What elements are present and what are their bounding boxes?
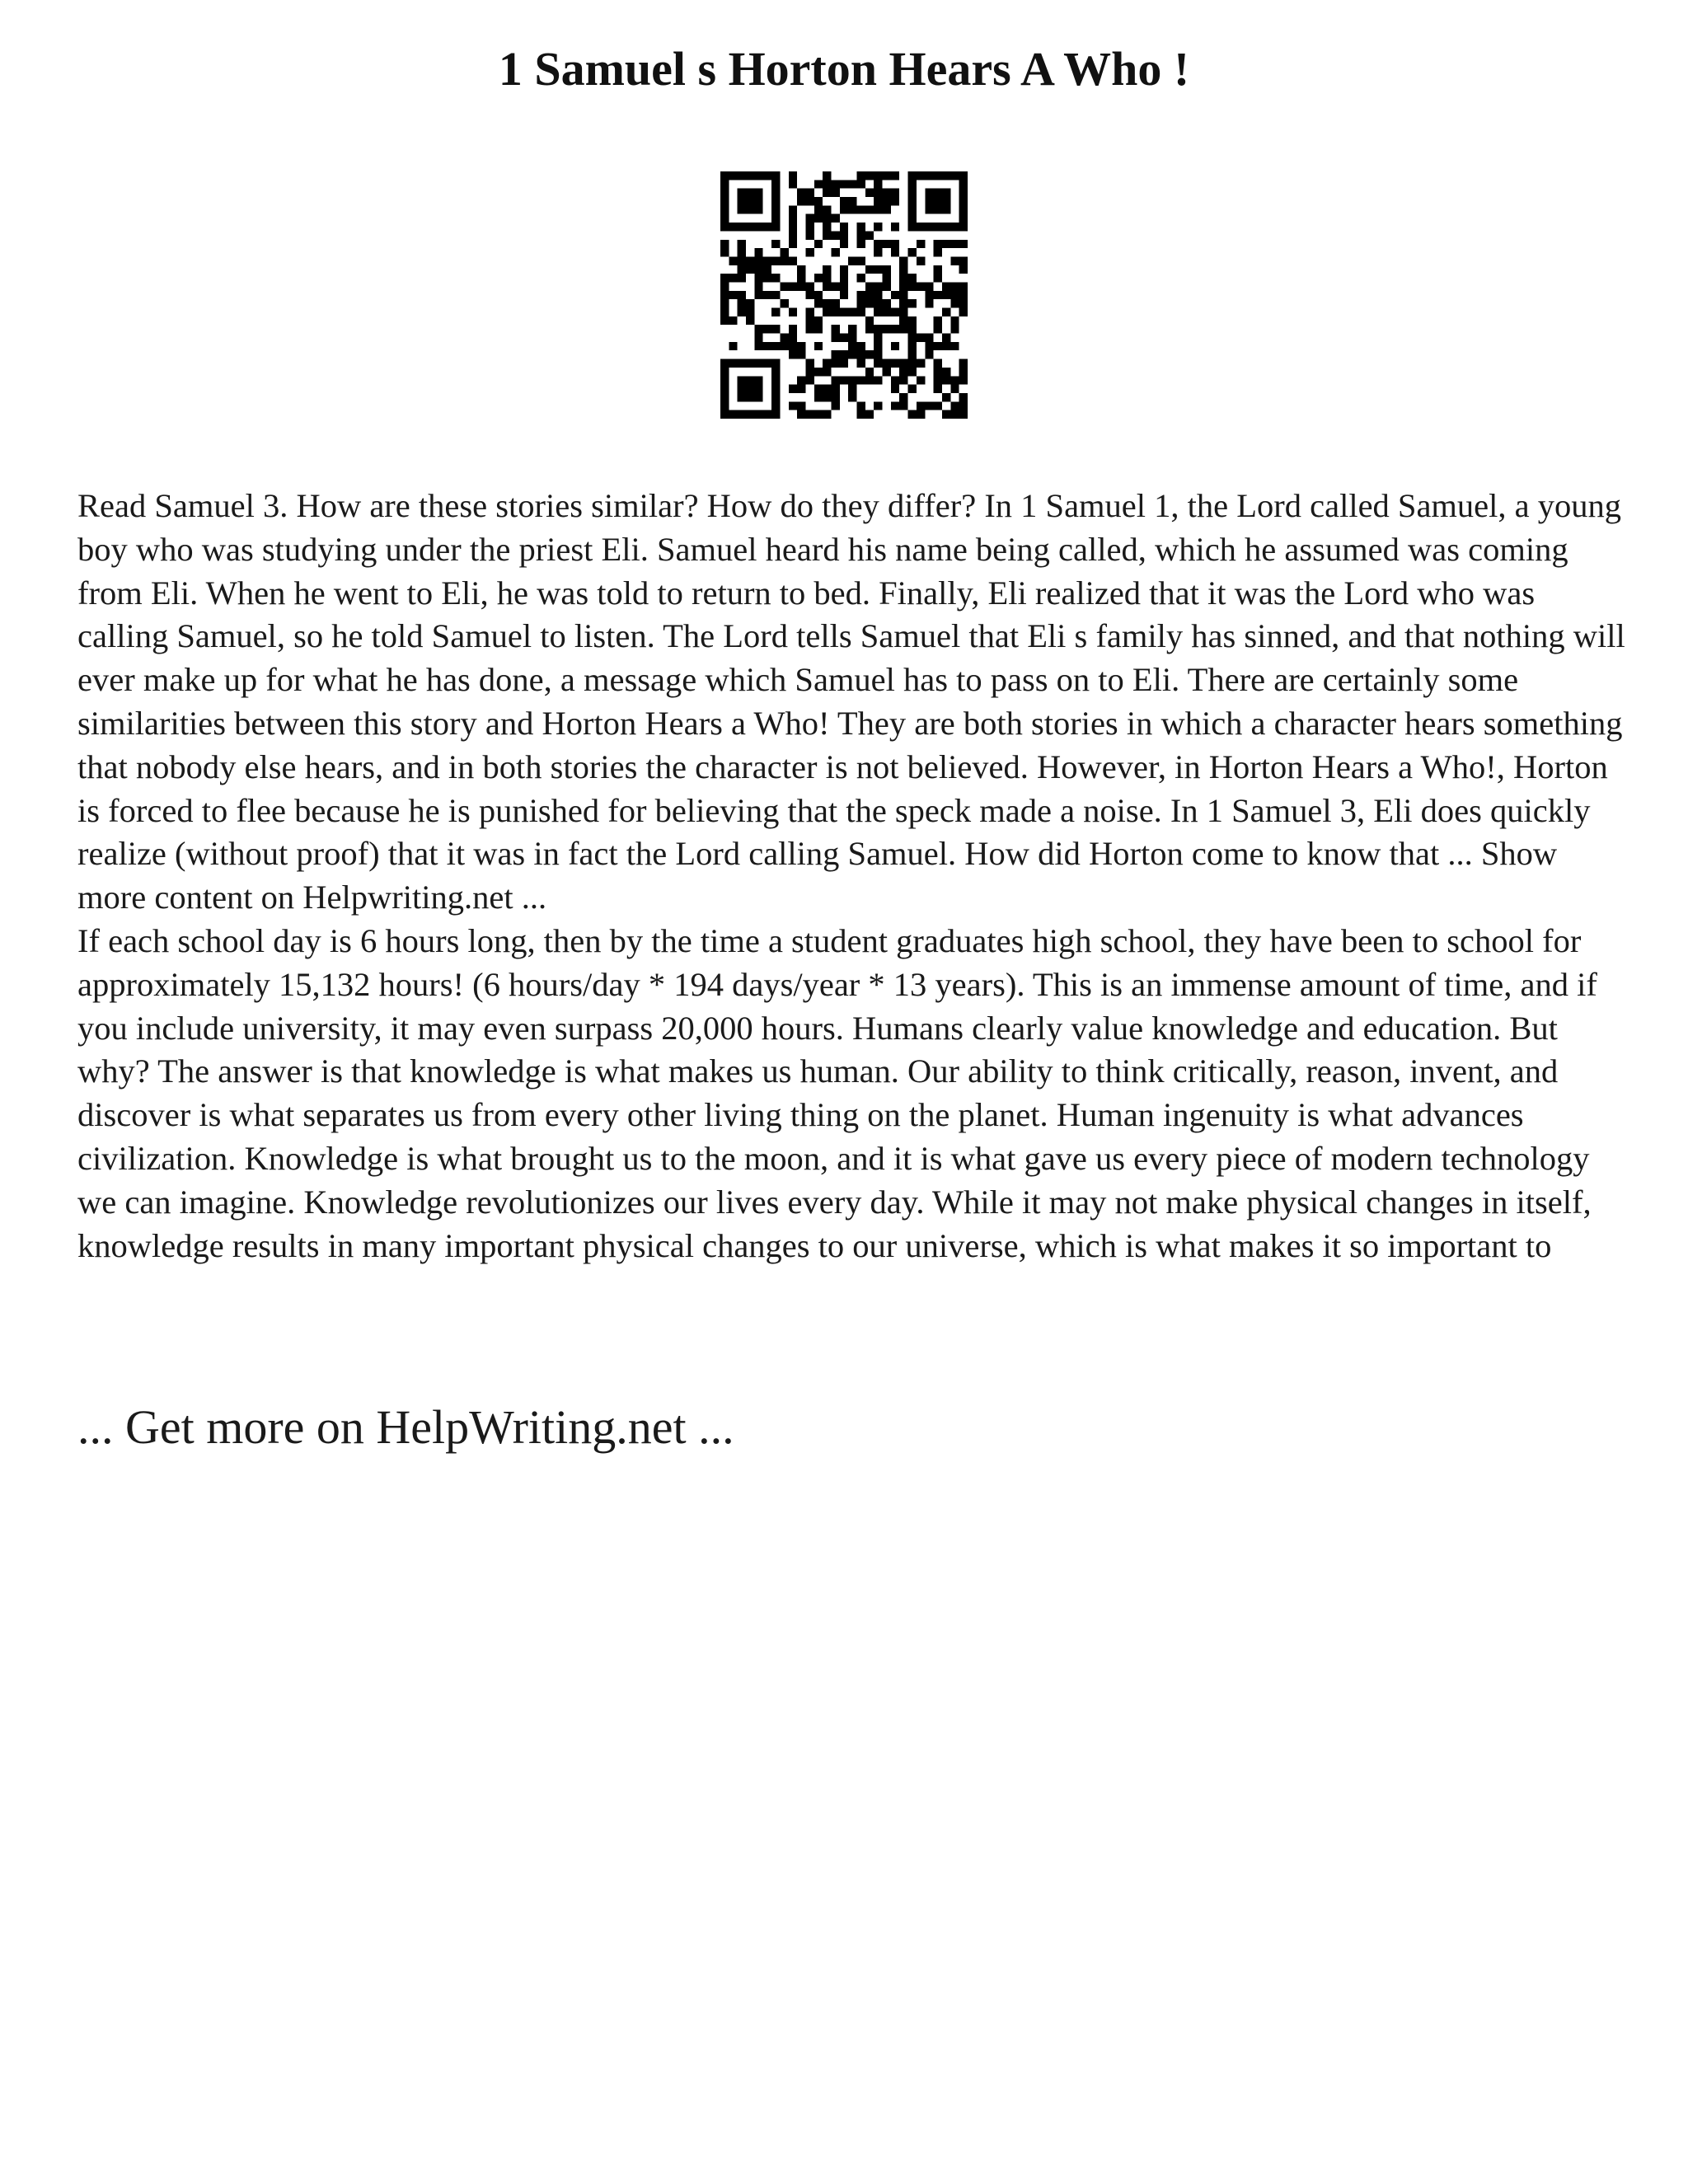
qr-code-icon bbox=[720, 171, 968, 419]
paragraph: If each school day is 6 hours long, then by the time a student graduates high school, they have been to school for approximately 15,132 hours! (6 hours/day * 194 days/year * 13 years). This is an immense amount of time, and if you include university, it may even surpass 20,000 hours. Humans clearly value knowledge and education. But why? The answer is that knowledge is what makes us human. Our ability to think critically, reason, invent, and discover is what separates us from every other living thing on the planet. Human ingenuity is what advances civilization. Knowledge is what brought us to the moon, and it is what gave us every piece of modern technology we can imagine. Knowledge revolutionizes our lives every day. While it may not make physical changes in itself, knowledge results in many important physical changes to our universe, which is what makes it so important to bbox=[77, 921, 1597, 1264]
article-body bbox=[77, 485, 1627, 1268]
page-title: 1 Samuel s Horton Hears A Who ! bbox=[498, 42, 1190, 96]
get-more-link[interactable]: ... Get more on HelpWriting.net ... bbox=[77, 1400, 734, 1454]
paragraph: Read Samuel 3. How are these stories similar? How do they differ? In 1 Samuel 1, the Lord called Samuel, a young boy who was studying under the priest Eli. Samuel heard his name being called, which he assumed was coming from Eli. When he went to Eli, he was told to return to bed. Finally, Eli realized that it was the Lord who was calling Samuel, so he told Samuel to listen. The Lord tells Samuel that Eli s family has sinned, and that nothing will ever make up for what he has done, a message which Samuel has to pass on to Eli. There are certainly some similarities between this story and Horton Hears a Who! They are both stories in which a character hears something that nobody else hears, and in both stories the character is not believed. However, in Horton Hears a Who!, Horton is forced to flee because he is punished for believing that the speck made a noise. In 1 Samuel 3, Eli does quickly realize (without proof) that it was in fact the Lord calling Samuel. How did Horton come to know that ... Show more content on Helpwriting.net ... bbox=[77, 487, 1625, 916]
